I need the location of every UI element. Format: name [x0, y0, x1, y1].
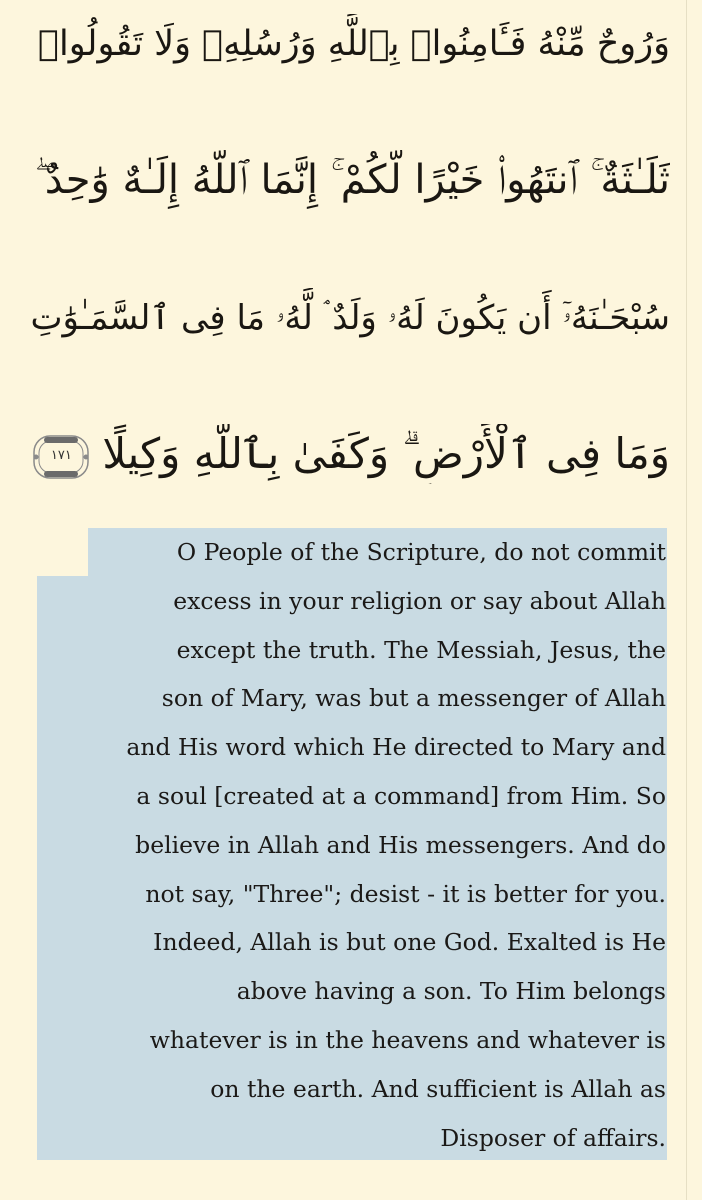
translation-line-12: on the earth. And sufficient is Allah as — [210, 1074, 666, 1103]
translation-line-3: except the truth. The Messiah, Jesus, the — [176, 635, 666, 664]
translation-line-4: son of Mary, was but a messenger of Allah — [161, 684, 666, 713]
translation-line-8: not say, "Three"; desist - it is better for you. — [145, 879, 666, 908]
arabic-verse-line-4 — [30, 424, 670, 484]
translation-line-7: believe in Allah and His messengers. And do — [135, 830, 666, 859]
verse-number: ١٧١ — [50, 447, 72, 463]
translation-line-13: Disposer of affairs. — [440, 1123, 666, 1152]
translation-line-6: a soul [created at a command] from Him. So — [136, 781, 666, 810]
arabic-verse-line-2: ثَلَـٰثَةٌ ۚ ٱنتَهُوا۟ خَيْرًا لَّكُمْ ۚ إِنَّمَا ٱللَّهُ إِلَـٰهٌ وَٰحِدٌ ۖ — [34, 157, 670, 203]
translation-line-10: above having a son. To Him belongs — [236, 977, 666, 1006]
arabic-verse-line-4-text: وَمَا فِى ٱلْأَرْضِ ۗ وَكَفَىٰ بِٱللَّهِ وَكِيلًا — [102, 429, 670, 478]
translation-line-2: excess in your religion or say about Allah — [173, 586, 666, 615]
translation-line-5: and His word which He directed to Mary and — [126, 733, 666, 762]
arabic-verse-line-3: سُبْحَـٰنَهُۥٓ أَن يَكُونَ لَهُۥ وَلَدٌ ۘ لَّهُۥ مَا فِى ٱلسَّمَـٰوَٰتِ — [30, 298, 670, 338]
translation-line-9: Indeed, Allah is but one God. Exalted is He — [153, 928, 666, 957]
page-edge-divider — [686, 0, 687, 1200]
arabic-verse-line-1: وَرُوحٌ مِّنْهُ فَـَٔامِنُوا۟ بِٱللَّهِ وَرُسُلِهِۦ وَلَا تَقُولُوا۟ — [38, 24, 670, 64]
translation-line-11: whatever is in the heavens and whatever is — [149, 1025, 666, 1054]
translation-paragraph[interactable] — [38, 528, 666, 1162]
translation-line-1: O People of the Scripture, do not commit — [176, 538, 666, 566]
verse-end-ornament-icon — [30, 432, 92, 482]
